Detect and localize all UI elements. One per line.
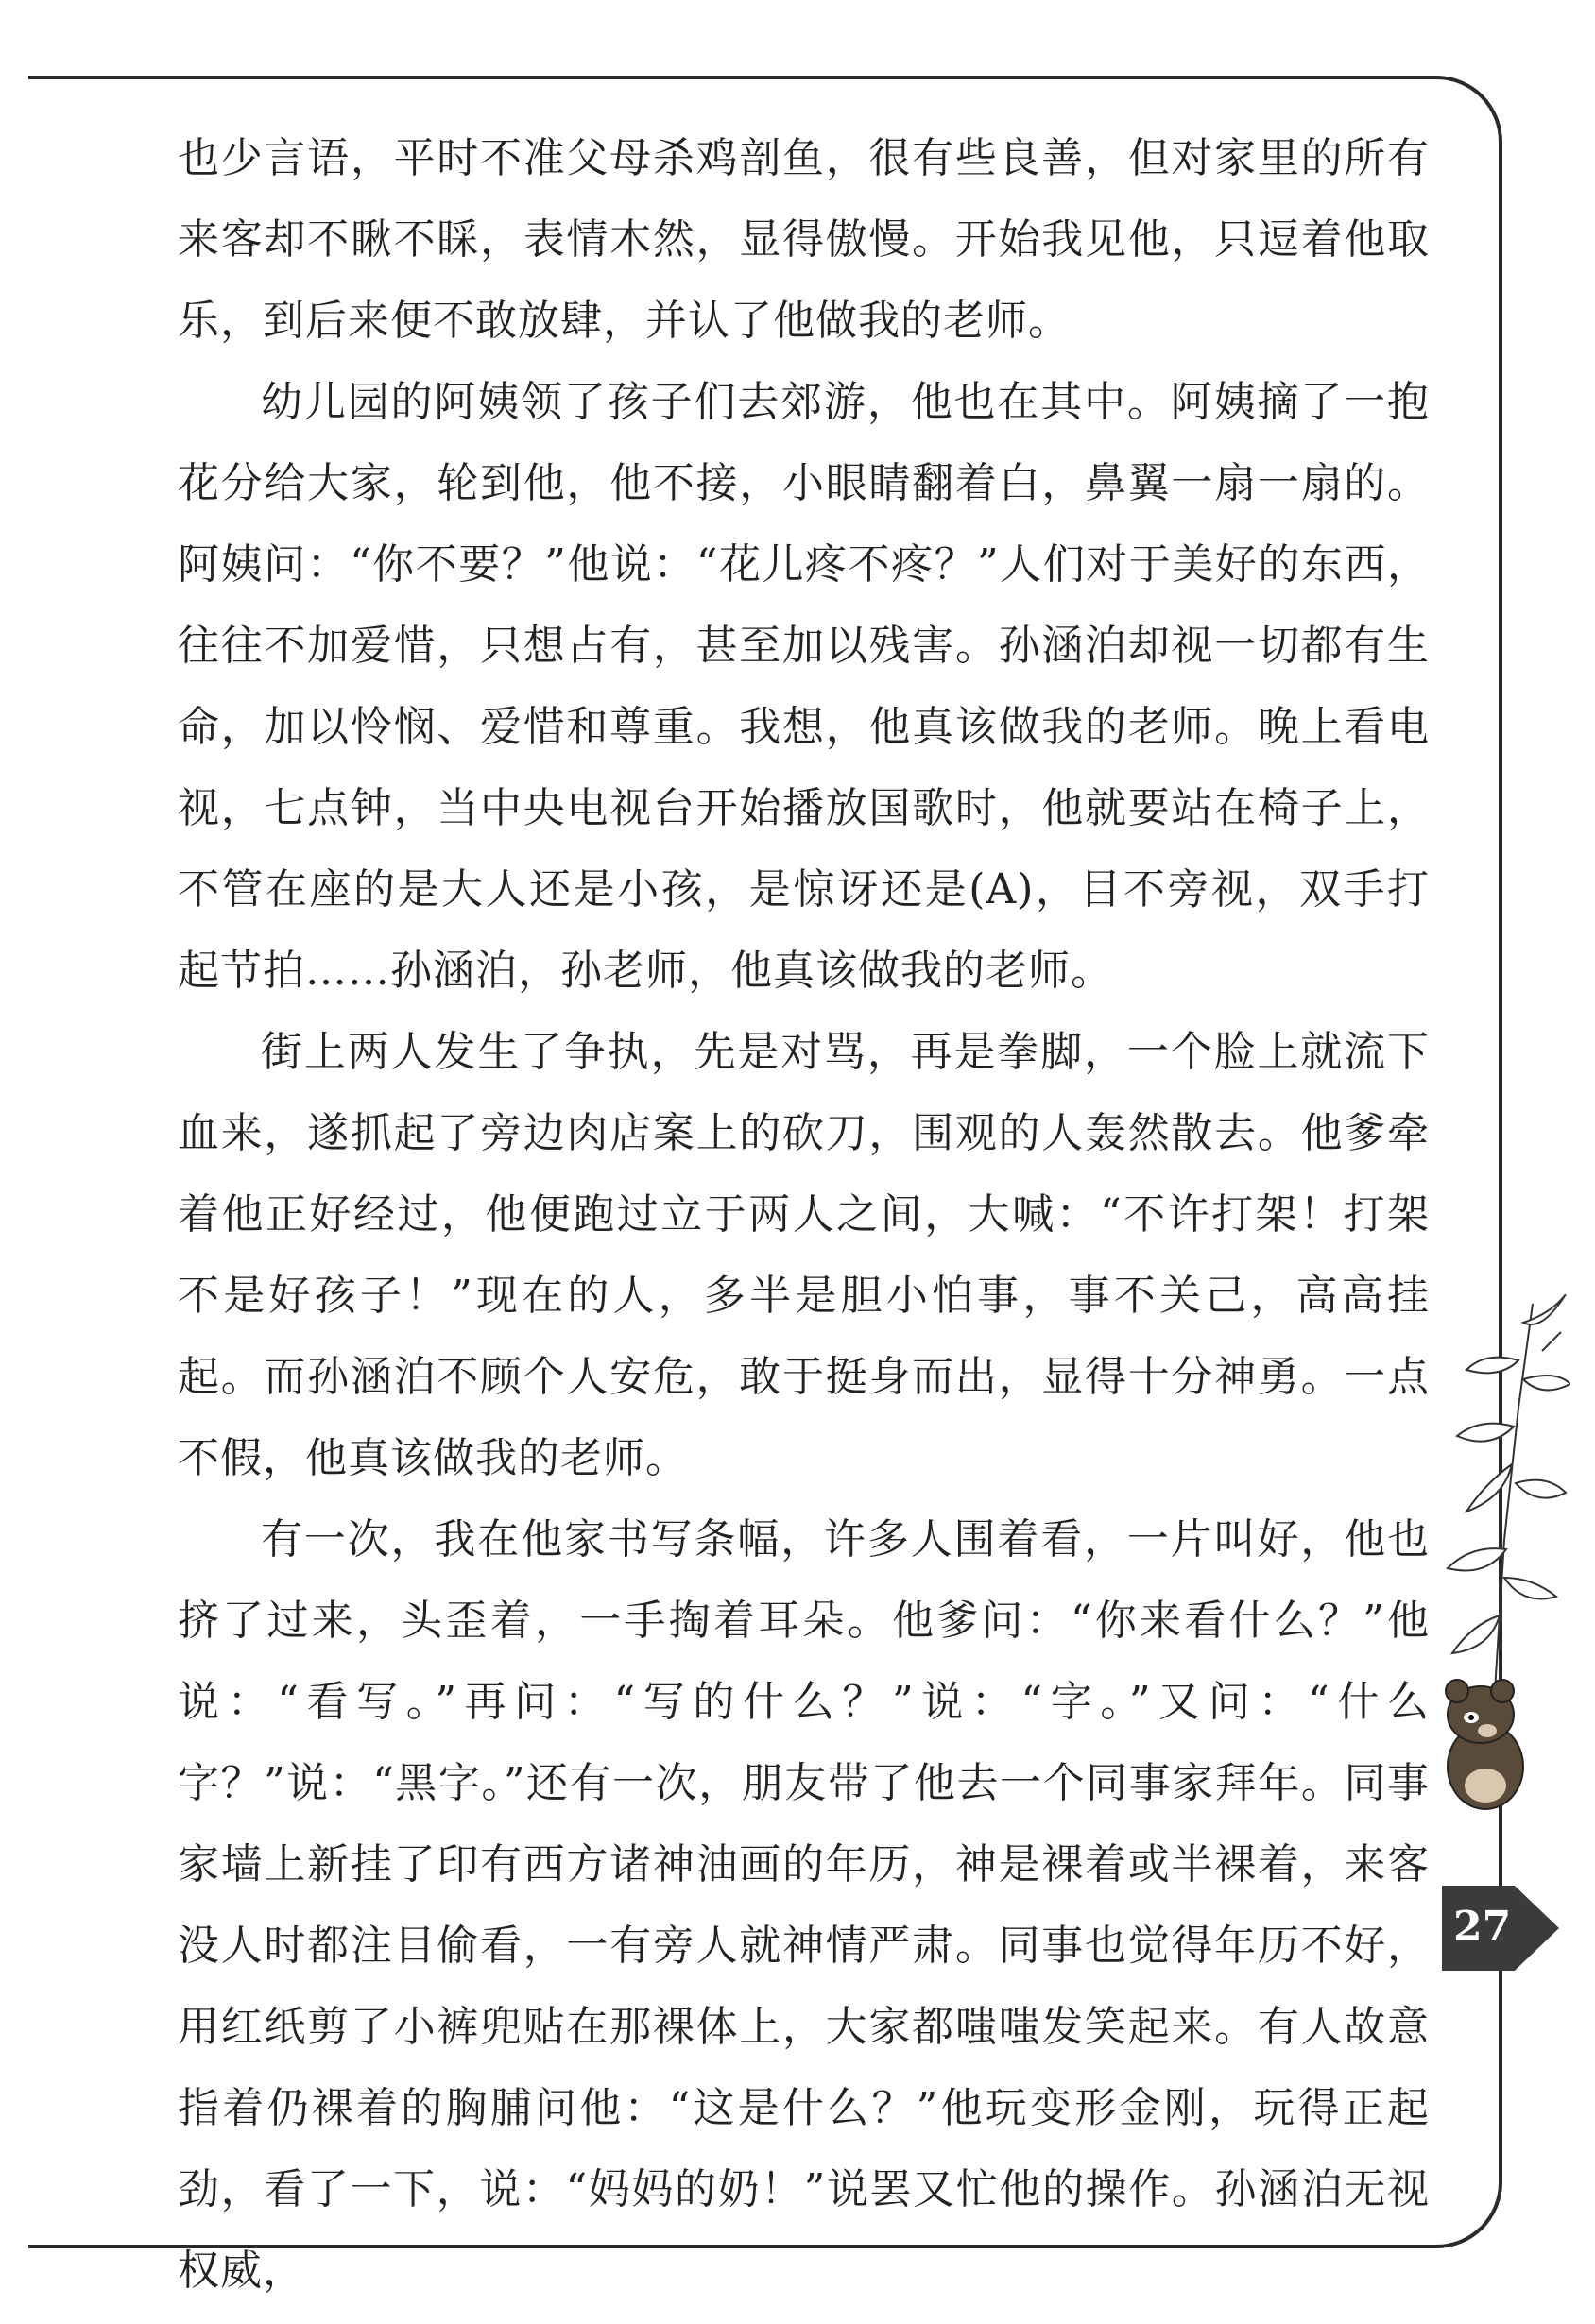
page-number: 27 (1453, 1903, 1512, 1951)
paragraph-2: 幼儿园的阿姨领了孩子们去郊游，他也在其中。阿姨摘了一抱花分给大家，轮到他，他不接，小眼睛翻着白，鼻翼一扇一扇的。阿姨问：“你不要？”他说：“花儿疼不疼？”人们对于美好的东西，往往不加爱惜，只想占有，甚至加以残害。孙涵泊却视一切都有生命，加以怜悯、爱惜和尊重。我想，他真该做我的老师。晚上看电视，七点钟，当中央电视台开始播放国歌时，他就要站在椅子上，不管在座的是大人还是小孩，是惊讶还是(A)，目不旁视，双手打起节拍……孙涵泊，孙老师，他真该做我的老师。 (178, 378, 1430, 995)
paragraph-3: 街上两人发生了争执，先是对骂，再是拳脚，一个脸上就流下血来，遂抓起了旁边肉店案上的砍刀，围观的人轰然散去。他爹牵着他正好经过，他便跑过立于两人之间，大喊：“不许打架！打架不是好孩子！”现在的人，多半是胆小怕事，事不关己，高高挂起。而孙涵泊不顾个人安危，敢于挺身而出，显得十分神勇。一点不假，他真该做我的老师。 (178, 1028, 1430, 1482)
bamboo-bear-illustration (1429, 1294, 1570, 1861)
paragraph-1: 也少言语，平时不准父母杀鸡剖鱼，很有些良善，但对家里的所有来客却不瞅不睬，表情木然，显得傲慢。开始我见他，只逗着他取乐，到后来便不敢放肆，并认了他做我的老师。 (178, 134, 1430, 345)
paragraph-4: 有一次，我在他家书写条幅，许多人围着看，一片叫好，他也挤了过来，头歪着，一手掏着耳朵。他爹问：“你来看什么？”他说：“看写。”再问：“写的什么？”说：“字。”又问：“什么字？”说：“黑字。”还有一次，朋友带了他去一个同事家拜年。同事家墙上新挂了印有西方诸神油画的年历，神是裸着或半裸着，来客没人时都注目偷看，一有旁人就神情严肃。同事也觉得年历不好，用红纸剪了小裤兜贴在那裸体上，大家都嗤嗤发笑起来。有人故意指着仍裸着的胸脯问他：“这是什么？”他玩变形金刚，玩得正起劲，看了一下，说：“妈妈的奶！”说罢又忙他的操作。孙涵泊无视权威， (178, 1515, 1430, 2295)
bear-icon (1446, 1680, 1523, 1809)
article-body (178, 118, 1430, 2312)
